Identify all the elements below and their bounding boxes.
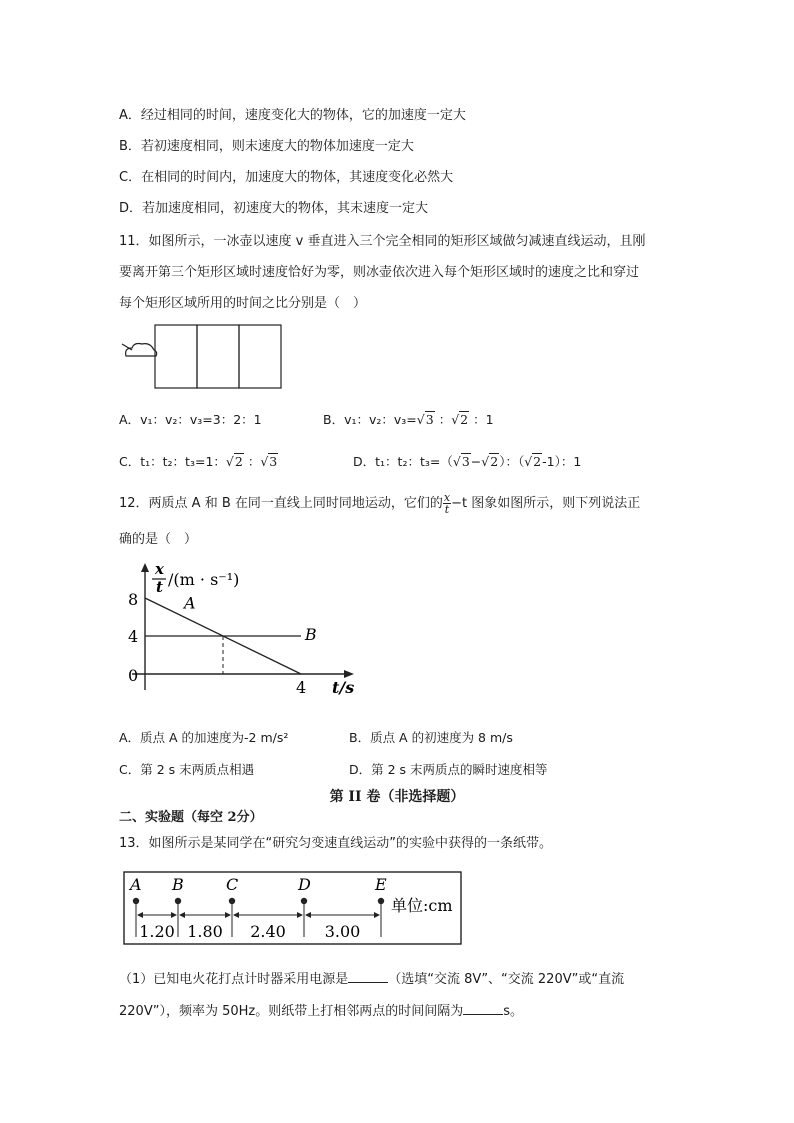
arrowhead-left-icon <box>137 912 143 918</box>
q12-option-d: D．第 2 s 末两质点的瞬时速度相等 <box>349 762 548 777</box>
tape-segment-value: 2.40 <box>250 922 286 941</box>
section-experiment-heading: 二、实验题（每空 2分） <box>119 810 263 825</box>
tape-point-label-C: C <box>226 875 239 894</box>
series-a-label: A <box>184 593 196 613</box>
arrowhead-right-icon <box>374 912 380 918</box>
arrowhead-left-icon <box>233 912 239 918</box>
region-rect-3 <box>239 325 281 388</box>
xt-fraction: $\frac{x}{t}$ <box>443 491 451 516</box>
q12-option-b: B．质点 A 的初速度为 8 m/s <box>349 730 513 745</box>
tape-point-label-B: B <box>172 875 184 894</box>
y-axis-label-den: t <box>156 578 163 596</box>
y-tick-8: 8 <box>128 590 139 609</box>
arrowhead-left-icon <box>305 912 311 918</box>
q11-option-a: A．v₁：v₂：v₃=3：2：1 <box>119 412 262 427</box>
answer-blank-power-source[interactable] <box>348 971 388 983</box>
q10-option-c: C．在相同的时间内，加速度大的物体，其速度变化必然大 <box>119 170 454 185</box>
curling-stone-icon <box>122 344 157 357</box>
q11-figure <box>118 322 288 392</box>
tape-point-label-A: A <box>130 875 142 894</box>
q12-option-c: C．第 2 s 末两质点相遇 <box>119 762 255 777</box>
y-tick-0: 0 <box>128 666 139 685</box>
q12-xt-t-chart <box>118 560 368 700</box>
q10-option-a: A．经过相同的时间，速度变化大的物体，它的加速度一定大 <box>119 108 466 123</box>
x-axis-arrow-icon <box>344 670 354 678</box>
q12-option-a: A．质点 A 的加速度为-2 m/s² <box>119 730 289 745</box>
q11-stem-line2: 要离开第三个矩形区域时速度恰好为零，则冰壶依次进入每个矩形区域时的速度之比和穿过 <box>119 265 640 280</box>
q10-option-d: D．若加速度相同，初速度大的物体，其末速度一定大 <box>119 201 429 216</box>
q13-intro: 13．如图所示是某同学在“研究匀变速直线运动”的实验中获得的一条纸带。 <box>119 836 553 851</box>
section-title: 第 II 卷（非选择题） <box>329 789 465 805</box>
q13-paper-tape-figure <box>123 871 463 947</box>
tape-segment-value: 1.80 <box>187 922 223 941</box>
arrowhead-right-icon <box>225 912 231 918</box>
q11-stem-line1: 11．如图所示，一冰壶以速度 v 垂直进入三个完全相同的矩形区域做匀减速直线运动，且刚 <box>119 234 646 249</box>
arrowhead-left-icon <box>179 912 185 918</box>
y-axis-label-num: x <box>155 560 164 578</box>
region-rect-2 <box>197 325 239 388</box>
q13-sub1-line2: 220V”），频率为 50Hz。则纸带上打相邻两点的时间间隔为 s。 <box>119 1004 523 1019</box>
q11-option-b: B．v₁：v₂：v₃=√3 ：√2 ：1 <box>323 412 494 427</box>
tape-point-label-D: D <box>298 875 311 894</box>
region-rect-1 <box>155 325 197 388</box>
q11-stem-line3: 每个矩形区域所用的时间之比分别是（ ） <box>119 296 367 311</box>
tape-segment-value: 3.00 <box>324 922 361 941</box>
q10-option-b: B．若初速度相同，则末速度大的物体加速度一定大 <box>119 139 414 154</box>
q13-sub1-line1: （1）已知电火花打点计时器采用电源是 （选填“交流 8V”、“交流 220V”或“直流 <box>119 972 625 987</box>
q12-stem-line2: 确的是（ ） <box>119 532 198 547</box>
x-axis-label: t/s <box>332 678 355 697</box>
y-tick-4: 4 <box>128 627 139 646</box>
q12-stem-line1: 12．两质点 A 和 B 在同一直线上同时同地运动，它们的 $\frac{x}{t}$ −t 图象如图所示，则下列说法正 <box>119 491 641 516</box>
arrowhead-right-icon <box>297 912 303 918</box>
arrowhead-right-icon <box>171 912 177 918</box>
y-axis-arrow-icon <box>141 563 149 572</box>
y-axis-label-unit: /(m · s⁻¹) <box>168 570 240 589</box>
q11-option-d: D．t₁：t₂：t₃=（√3−√2）：（√2-1）：1 <box>353 454 582 469</box>
tape-unit-label: 单位:cm <box>391 896 453 915</box>
x-tick-4: 4 <box>296 678 307 697</box>
tape-segment-value: 1.20 <box>139 922 175 941</box>
answer-blank-interval[interactable] <box>463 1003 503 1015</box>
q11-option-c: C．t₁：t₂：t₃=1：√2 ：√3 <box>119 454 278 469</box>
series-b-label: B <box>304 624 317 644</box>
tape-point-label-E: E <box>375 875 387 894</box>
